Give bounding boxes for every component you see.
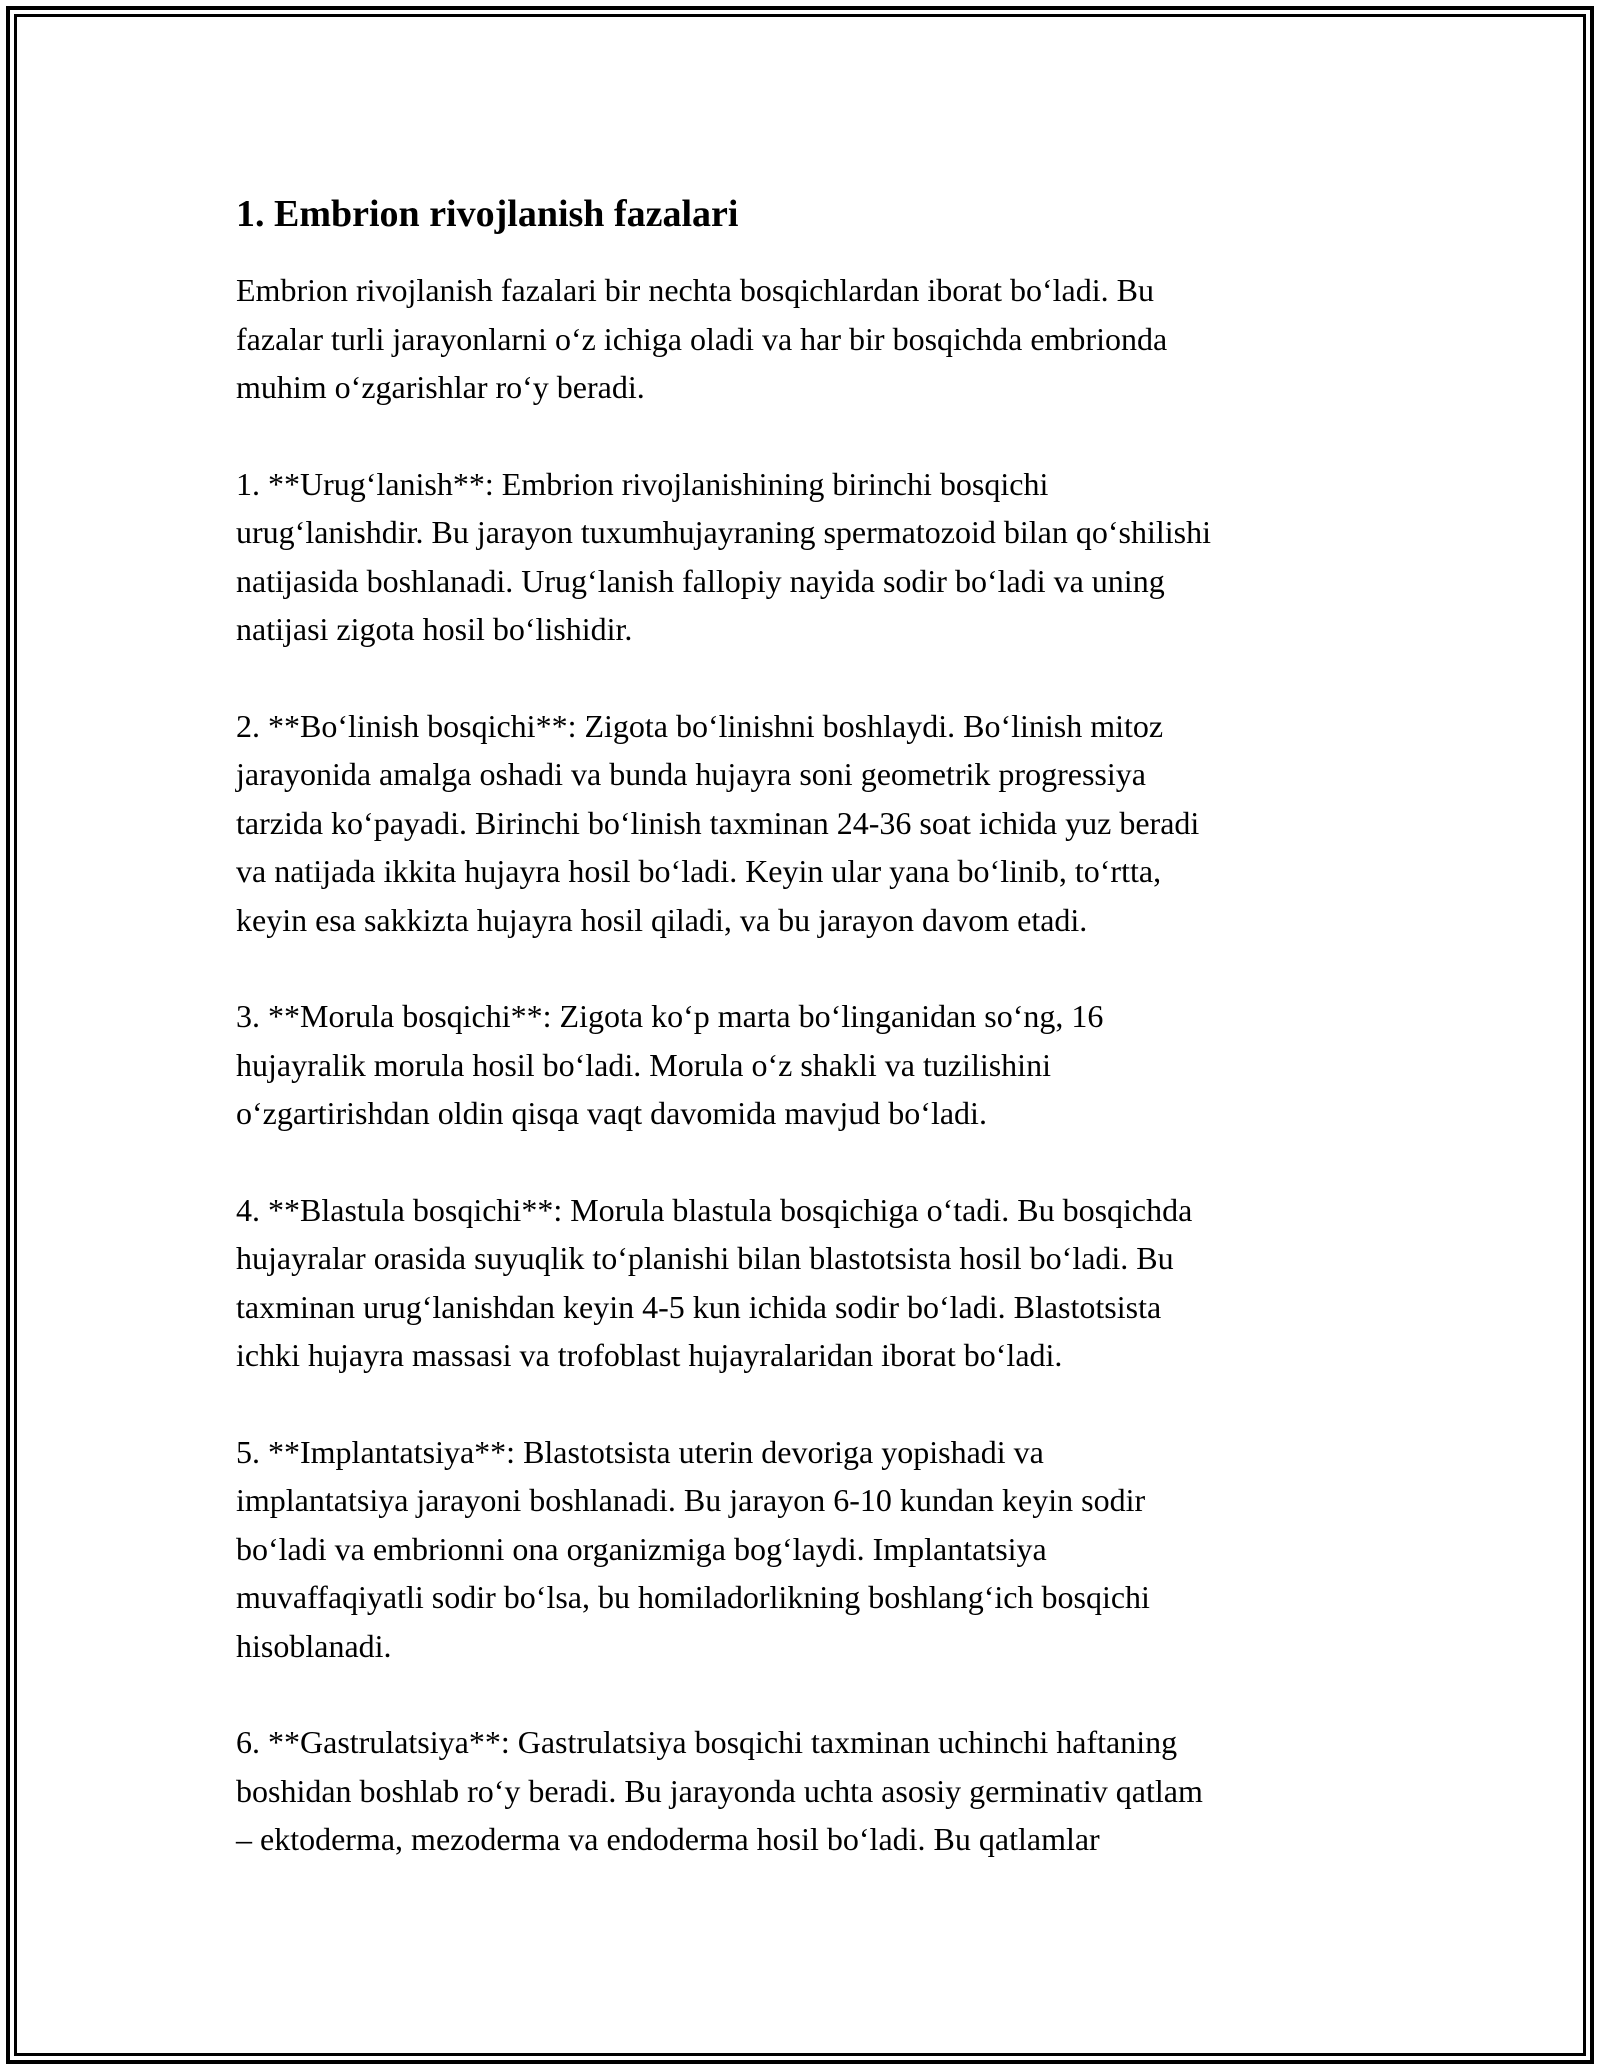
paragraph-urugl-anish: 1. **Urug‘lanish**: Embrion rivojlanishining birinchi bosqichi urug‘lanishdir. Bu jarayon tuxumhujayraning spermatozoid bilan qo‘shilishi natijasida boshlanadi. Urug‘lanish fallopiy nayida sodir bo‘ladi va uning natijasi zigota hosil bo‘lishidir. xyxy=(236,465,1211,647)
intro-paragraph: Embrion rivojlanish fazalari bir nechta bosqichlardan iborat bo‘ladi. Bu fazalar turli jarayonlarni o‘z ichiga oladi va har bir bosqichda embrionda muhim o‘zgarishlar ro‘y beradi. xyxy=(236,272,1168,405)
paragraph-blastula-bosqichi: 4. **Blastula bosqichi**: Morula blastula bosqichiga o‘tadi. Bu bosqichda hujayralar orasida suyuqlik to‘planishi bilan blastotsista hosil bo‘ladi. Bu taxminan urug‘lanishdan keyin 4-5 kun ichida sodir bo‘ladi. Blastotsista ichki hujayra massasi va trofoblast hujayralaridan iborat bo‘ladi. xyxy=(236,1191,1193,1373)
paragraph-bolinish-bosqichi: 2. **Bo‘linish bosqichi**: Zigota bo‘linishni boshlaydi. Bo‘linish mitoz jarayonida amalga oshadi va bunda hujayra soni geometrik progressiya tarzida ko‘payadi. Birinchi bo‘linish taxminan 24-36 soat ichida yuz beradi va natijada ikkita hujayra hosil bo‘ladi. Keyin ular yana bo‘linib, to‘rtta, keyin esa sakkizta hujayra hosil qiladi, va bu jarayon davom etadi. xyxy=(236,707,1200,938)
section-heading: 1. Embrion rivojlanish fazalari xyxy=(236,193,739,235)
document-body xyxy=(236,188,1366,1912)
paragraph-morula-bosqichi: 3. **Morula bosqichi**: Zigota ko‘p marta bo‘linganidan so‘ng, 16 hujayralik morula hosil bo‘ladi. Morula o‘z shakli va tuzilishini o‘zgartirishdan oldin qisqa vaqt davomida mavjud bo‘ladi. xyxy=(236,998,1104,1131)
paragraph-gastrulatsiya: 6. **Gastrulatsiya**: Gastrulatsiya bosqichi taxminan uchinchi haftaning boshidan boshlab ro‘y beradi. Bu jarayonda uchta asosiy germinativ qatlam – ektoderma, mezoderma va endoderma hosil bo‘ladi. Bu qatlamlar xyxy=(236,1724,1203,1857)
paragraph-implantatsiya: 5. **Implantatsiya**: Blastotsista uterin devoriga yopishadi va implantatsiya jarayoni boshlanadi. Bu jarayon 6-10 kundan keyin sodir bo‘ladi va embrionni ona organizmiga bog‘laydi. Implantatsiya muvaffaqiyatli sodir bo‘lsa, bu homiladorlikning boshlang‘ich bosqichi hisoblanadi. xyxy=(236,1433,1150,1664)
